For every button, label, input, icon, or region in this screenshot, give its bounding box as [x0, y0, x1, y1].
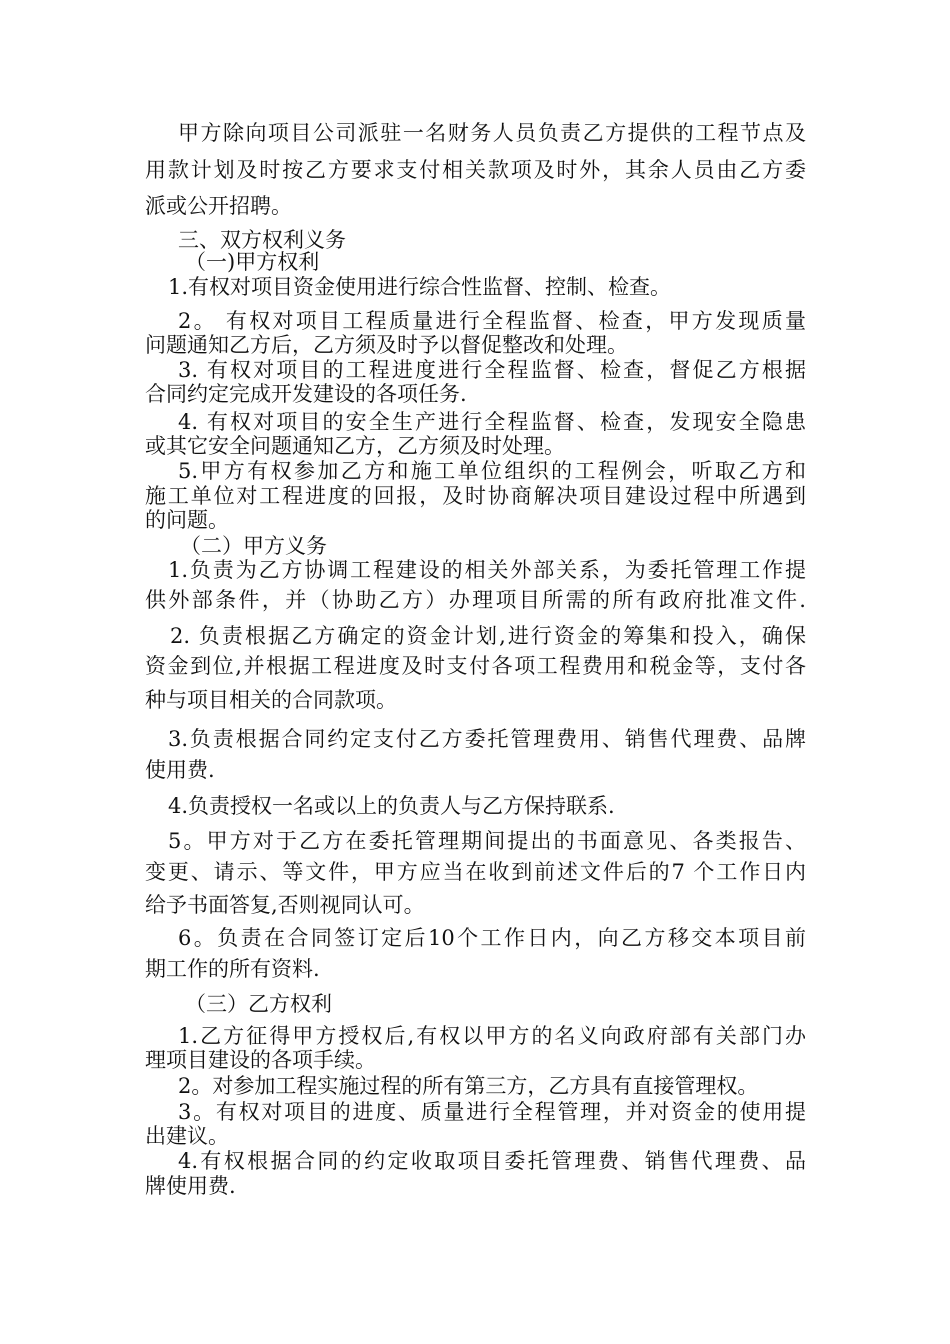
text-line: 甲方除向项目公司派驻一名财务人员负责乙方提供的工程节点及: [178, 121, 806, 145]
text-line: 问题通知乙方后，乙方须及时予以督促整改和处理。: [145, 333, 628, 357]
text-line: 4.负责授权一名或以上的负责人与乙方保持联系.: [168, 794, 615, 818]
text-line: 种与项目相关的合同款项。: [145, 688, 397, 712]
text-line: 的问题。: [145, 508, 229, 532]
text-line: 派或公开招聘。: [145, 194, 292, 218]
text-line: 理项目建设的各项手续。: [145, 1048, 376, 1072]
text-line: 供外部条件，并（协助乙方）办理项目所需的所有政府批准文件.: [145, 588, 806, 612]
text-line: 资金到位,并根据工程进度及时支付各项工程费用和税金等，支付各: [145, 654, 806, 678]
text-line: 使用费.: [145, 758, 215, 782]
text-line: 用款计划及时按乙方要求支付相关款项及时外，其余人员由乙方委: [145, 158, 806, 182]
text-line: 施工单位对工程进度的回报，及时协商解决项目建设过程中所遇到: [145, 484, 806, 508]
text-line: 3。有权对项目的进度、质量进行全程管理，并对资金的使用提: [178, 1100, 806, 1124]
text-line: 6。负责在合同签订定后10个工作日内，向乙方移交本项目前: [178, 926, 806, 950]
text-line: 给予书面答复,否则视同认可。: [145, 893, 425, 917]
text-line: 3.负责根据合同约定支付乙方委托管理费用、销售代理费、品牌: [168, 727, 806, 751]
text-line: 5。甲方对于乙方在委托管理期间提出的书面意见、各类报告、: [168, 829, 806, 853]
text-line: 变更、请示、等文件，甲方应当在收到前述文件后的7 个工作日内: [145, 860, 806, 884]
text-line: （三）乙方权利: [185, 992, 332, 1016]
text-line: 2。 有权对项目工程质量进行全程监督、检查，甲方发现质量: [178, 309, 806, 333]
text-line: 1.有权对项目资金使用进行综合性监督、控制、检查。: [168, 275, 672, 299]
text-line: 牌使用费.: [145, 1174, 236, 1198]
text-line: 1.乙方征得甲方授权后,有权以甲方的名义向政府部有关部门办: [178, 1024, 806, 1048]
text-line: 2. 负责根据乙方确定的资金计划,进行资金的筹集和投入，确保: [170, 624, 806, 648]
text-line: 或其它安全问题通知乙方，乙方须及时处理。: [145, 434, 565, 458]
text-line: 4. 有权对项目的安全生产进行全程监督、检查，发现安全隐患: [178, 410, 806, 434]
text-line: （一)甲方权利: [185, 250, 320, 274]
text-line: 合同约定完成开发建设的各项任务.: [145, 382, 467, 406]
text-line: 期工作的所有资料.: [145, 957, 320, 981]
text-line: 4.有权根据合同的约定收取项目委托管理费、销售代理费、品: [178, 1149, 806, 1173]
text-line: 5.甲方有权参加乙方和施工单位组织的工程例会，听取乙方和: [178, 459, 806, 483]
text-line: 三、双方权利义务: [178, 228, 346, 252]
text-line: （二）甲方义务: [180, 534, 327, 558]
text-line: 2。对参加工程实施过程的所有第三方，乙方具有直接管理权。: [178, 1074, 759, 1098]
text-line: 3. 有权对项目的工程进度进行全程监督、检查，督促乙方根据: [178, 358, 806, 382]
text-line: 出建议。: [145, 1124, 229, 1148]
text-line: 1.负责为乙方协调工程建设的相关外部关系，为委托管理工作提: [168, 558, 806, 582]
